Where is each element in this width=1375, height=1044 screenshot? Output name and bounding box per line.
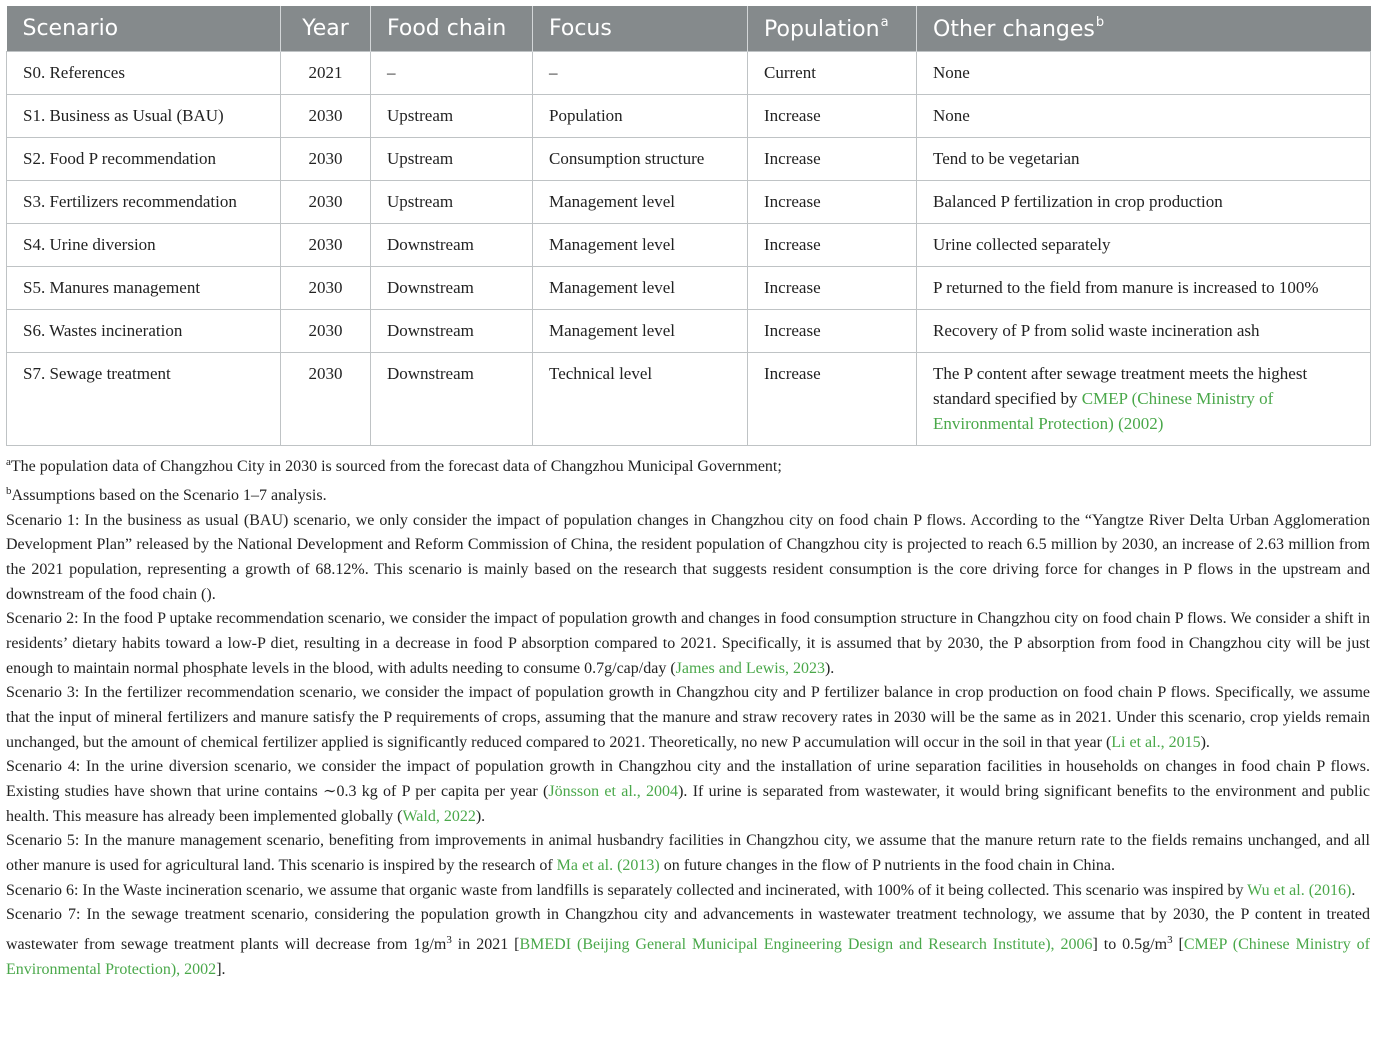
cell-population: Increase [748,180,917,223]
scenario-2-text: Scenario 2: In the food P uptake recommendation scenario, we consider the impact of population growth and changes in food consumption structure in Changzhou city on food chain P flows. We consider a shift in residents’ dietary habits toward a low-P diet, resulting in a decrease in food P absorption compared to 2021. Specifically, it is assumed that by 2030, the P absorption from food in Changzhou city will be just enough to maintain normal phosphate levels in the blood, with adults needing to consume 0.7g/cap/day ( [6,610,1370,677]
cell-focus: Management level [533,223,748,266]
cell-food-chain: Downstream [371,352,533,445]
citation-link[interactable]: James and Lewis, 2023 [675,659,825,677]
cell-focus: Management level [533,266,748,309]
superscript-3: 3 [1167,933,1173,946]
cell-focus: – [533,51,748,94]
scenario-5-text: Scenario 5: In the manure management scenario, benefiting from improvements in animal husbandry facilities in Changzhou city, we assume that the manure return rate to the fields remains unchanged, and all other manure is used for agricultural land. This scenario is inspired by the research of [6,832,1370,874]
table-row [7,180,1371,223]
scenario-7-mid-2: ] to 0.5g/m [1092,935,1168,953]
cell-scenario: S3. Fertilizers recommendation [7,180,281,223]
scenario-2-note [6,607,1370,681]
footnote-b-text: Assumptions based on the Scenario 1–7 analysis. [11,487,327,505]
cell-scenario: S2. Food P recommendation [7,137,281,180]
scenario-4-end: ). [475,807,486,825]
cell-other-changes: Balanced P fertilization in crop production [917,180,1371,223]
cell-other-changes: P returned to the field from manure is increased to 100% [917,266,1371,309]
scenario-4-note [6,755,1370,829]
cell-scenario: S6. Wastes incineration [7,309,281,352]
cell-scenario: S5. Manures management [7,266,281,309]
scenario-7-mid-3: [ [1172,935,1184,953]
cell-year: 2030 [281,223,371,266]
other-changes-text: The P content after sewage treatment meets the highest standard specified by [933,363,1308,408]
cell-population: Increase [748,309,917,352]
cell-focus: Management level [533,180,748,223]
cell-focus: Technical level [533,352,748,445]
cell-population: Increase [748,266,917,309]
cell-year: 2030 [281,266,371,309]
footnote-b [6,479,1370,509]
scenario-2-end: ). [824,659,835,677]
cell-year: 2021 [281,51,371,94]
table-row [7,266,1371,309]
cell-scenario: S7. Sewage treatment [7,352,281,445]
scenario-4-text: Scenario 4: In the urine diversion scenario, we consider the impact of population growth in Changzhou city and the installation of urine separation facilities in households on changes in food chain P flows. Existing studies have shown that urine contains ∼0.3 kg of P per capita per year ( [6,758,1370,801]
citation-link[interactable]: Jönsson et al., 2004 [548,783,679,801]
cell-scenario: S4. Urine diversion [7,223,281,266]
cell-other-changes: Urine collected separately [917,223,1371,266]
table-row [7,94,1371,137]
table-notes [6,450,1370,983]
cell-other-changes: Recovery of P from solid waste incineration ash [917,309,1371,352]
header-scenario: Scenario [7,6,281,51]
scenario-5-note [6,829,1370,878]
table-row [7,137,1371,180]
cell-year: 2030 [281,94,371,137]
header-focus: Focus [533,6,748,51]
scenario-3-note [6,681,1370,755]
cell-focus: Management level [533,309,748,352]
cell-focus: Consumption structure [533,137,748,180]
citation-link[interactable]: Wald, 2022 [402,807,476,825]
scenario-4-mid: ). If urine is separated from wastewater, it would bring significant benefits to the environment and public health. This measure has already been implemented globally ( [6,783,1370,825]
superscript-3: 3 [446,933,452,946]
table-row [7,223,1371,266]
cell-year: 2030 [281,309,371,352]
header-year: Year [281,6,371,51]
cell-scenario: S0. References [7,51,281,94]
cell-food-chain: Upstream [371,180,533,223]
cell-year: 2030 [281,352,371,445]
scenario-table [6,6,1371,446]
cell-population: Increase [748,223,917,266]
cell-other-changes: None [917,51,1371,94]
citation-link[interactable]: Li et al., 2015 [1111,733,1201,751]
cell-year: 2030 [281,137,371,180]
cell-scenario: S1. Business as Usual (BAU) [7,94,281,137]
table-row [7,51,1371,94]
scenario-1-text: Scenario 1: In the business as usual (BAU) scenario, we only consider the impact of population changes in Changzhou city on food chain P flows. According to the “Yangtze River Delta Urban Agglomeration Development Plan” released by the National Development and Reform Commission of China, the resident population of Changzhou city is projected to reach 6.5 million by 2030, an increase of 2.63 million from the 2021 population, representing a growth of 68.12%. This scenario is mainly based on the research that suggests resident consumption is the core driving force for changes in P flows in the upstream and downstream of the food chain ( [6,511,1370,603]
scenario-table-container [6,6,1370,982]
cell-food-chain: – [371,51,533,94]
cell-other-changes: None [917,94,1371,137]
cell-population: Increase [748,137,917,180]
table-header-row [7,6,1371,51]
scenario-6-note [6,879,1370,904]
scenario-7-mid-1: in 2021 [ [451,935,520,953]
cell-other-changes: Tend to be vegetarian [917,137,1371,180]
cell-food-chain: Downstream [371,266,533,309]
footnote-mark-b: b [1095,14,1105,30]
scenario-5-end: on future changes in the flow of P nutrients in the food chain in China. [659,857,1116,874]
table-row [7,352,1371,445]
header-food-chain: Food chain [371,6,533,51]
scenario-3-end: ). [1200,733,1210,751]
cell-focus: Population [533,94,748,137]
cell-population: Increase [748,94,917,137]
cell-food-chain: Upstream [371,94,533,137]
footnote-a [6,450,1370,480]
footnote-a-text: The population data of Changzhou City in 2030 is sourced from the forecast data of Changzhou Municipal Government; [10,457,782,475]
cell-year: 2030 [281,180,371,223]
header-other-changes [917,6,1371,51]
cell-food-chain: Downstream [371,223,533,266]
footnote-a-mark: a [6,455,11,468]
citation-link[interactable]: Wu et al. (2016) [1247,881,1352,899]
scenario-7-note [6,903,1370,982]
scenario-1-note [6,509,1370,608]
header-population-label: Population [764,16,880,42]
cell-food-chain: Downstream [371,309,533,352]
footnote-mark-a: a [880,14,889,30]
citation-link[interactable]: Ma et al. (2013) [556,857,660,874]
citation-link[interactable]: CMEP (Chinese Ministry of Environmental Protection) (2002) [933,388,1274,433]
header-other-changes-label: Other changes [933,16,1095,42]
cell-food-chain: Upstream [371,137,533,180]
header-population [748,6,917,51]
citation-link[interactable]: BMEDI (Beijing General Municipal Engineering Design and Research Institute), 2006 [519,935,1093,953]
scenario-7-text: Scenario 7: In the sewage treatment scenario, considering the population growth in Changzhou city and advancements in wastewater treatment technology, we assume that by 2030, the P content in treated wastewater from sewage treatment plants will decrease from 1g/m [6,906,1370,953]
scenario-6-end: . [1351,881,1356,899]
scenario-1-end: ). [206,585,216,603]
table-row [7,309,1371,352]
cell-other-changes [917,352,1371,445]
scenario-6-text: Scenario 6: In the Waste incineration scenario, we assume that organic waste from landfills is separately collected and incinerated, with 100% of it being collected. This scenario was inspired by [6,881,1248,899]
citation-link[interactable]: CMEP (Chinese Ministry of Environmental Protection), 2002 [6,935,1371,978]
cell-population: Current [748,51,917,94]
footnote-b-mark: b [6,485,12,498]
cell-population: Increase [748,352,917,445]
scenario-3-text: Scenario 3: In the fertilizer recommendation scenario, we consider the impact of population growth in Changzhou city and P fertilizer balance in crop production on food chain P flows. Specifically, we assume that the input of mineral fertilizers and manure satisfy the P requirements of crops, assuming that the manure and straw recovery rates in 2030 will be the same as in 2021. Under this scenario, crop yields remain unchanged, but the amount of chemical fertilizer applied is significantly reduced compared to 2021. Theoretically, no new P accumulation will occur in the soil in that year ( [6,684,1370,751]
scenario-7-end: ]. [216,960,226,978]
